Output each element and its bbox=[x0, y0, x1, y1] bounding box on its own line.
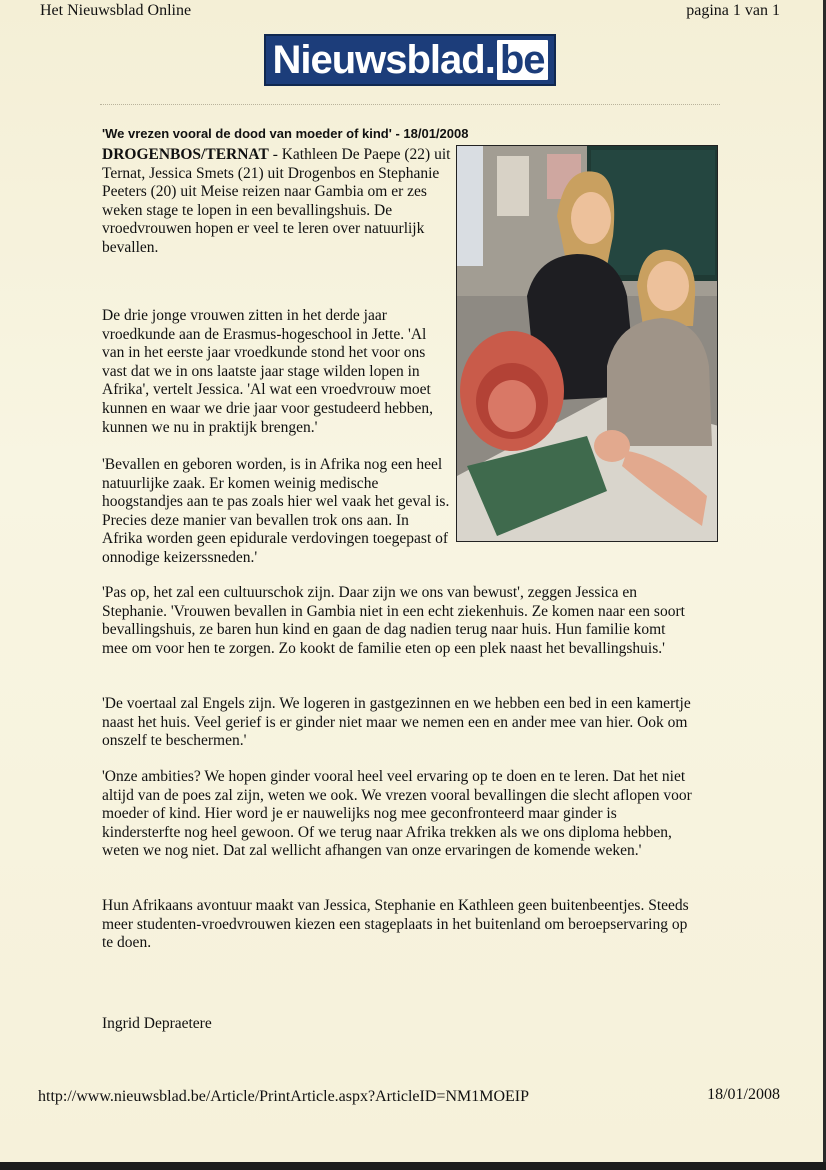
logo-name: Nieuwsblad bbox=[272, 38, 485, 82]
nieuwsblad-logo: Nieuwsblad. be bbox=[264, 34, 556, 86]
scan-edge-bottom bbox=[0, 1162, 826, 1170]
article-paragraph-3: 'Bevallen en geboren worden, is in Afrika nog een heel natuurlijke zaak. Er komen weinig medische hoogstandjes aan te pas zoals hier wel vaak het geval is. Precies deze manier van bevallen trok ons aan. In Afrika worden geen epidurale verdovingen toegepast of onnodige keizerssneden.' bbox=[102, 456, 450, 566]
print-footer-url[interactable]: http://www.nieuwsblad.be/Article/PrintArticle.aspx?ArticleID=NM1MOEIP bbox=[38, 1088, 529, 1105]
article-dateline: DROGENBOS/TERNAT bbox=[102, 146, 269, 163]
header-divider bbox=[100, 104, 720, 105]
article-paragraph-2: De drie jonge vrouwen zitten in het derde jaar vroedkunde aan de Erasmus-hogeschool in Jette. 'Al van in het eerste jaar vroedkunde stond het voor ons vast dat we in ons laatste jaar stage wilden lopen in Afrika', vertelt Jessica. 'Al wat een vroedvrouw moet kunnen en waar we drie jaar voor gestudeerd hebben, kunnen we nu in praktijk brengen.' bbox=[102, 307, 433, 436]
article-paragraph-6: 'Onze ambities? We hopen ginder vooral heel veel ervaring op te doen en te leren. Dat het niet altijd van de poes zal zijn, weten we ook. We vrezen vooral bevallingen die slecht aflopen voor moeder of kind. Hier word je er nauwelijks nog mee geconfronteerd maar ginder is kindersterfte nog heel gewoon. Of we terug naar Afrika trekken als we ons diploma hebben, weten we nog niet. Dat zal wellicht afhangen van onze ervaringen de komende weken.' bbox=[102, 768, 692, 860]
print-footer-date: 18/01/2008 bbox=[707, 1086, 780, 1103]
article-paragraph-4: 'Pas op, het zal een cultuurschok zijn. Daar zijn we ons van bewust', zeggen Jessica en Stephanie. 'Vrouwen bevallen in Gambia niet in een echt ziekenhuis. Ze komen naar een soort bevallingshuis, ze baren hun kind en gaan de dag nadien terug naar huis. Hun familie komt mee om voor hen te zorgen. Zo kookt de familie eten op een plek naast het bevallingshuis.' bbox=[102, 584, 685, 657]
article-author: Ingrid Depraetere bbox=[102, 1015, 212, 1032]
print-header-site: Het Nieuwsblad Online bbox=[40, 2, 192, 19]
article-photo bbox=[456, 145, 718, 542]
logo-tld: be bbox=[497, 40, 548, 80]
article-paragraph-1 bbox=[102, 146, 452, 258]
article-headline: 'We vrezen vooral de dood van moeder of kind' - 18/01/2008 bbox=[102, 126, 469, 141]
article-paragraph-7: Hun Afrikaans avontuur maakt van Jessica, Stephanie en Kathleen geen buitenbeentjes. Steeds meer studenten-vroedvrouwen kiezen een stageplaats in het buitenland om beroepservaring op te doen. bbox=[102, 897, 689, 952]
print-header-page: pagina 1 van 1 bbox=[686, 2, 780, 19]
article-paragraph-5: 'De voertaal zal Engels zijn. We logeren in gastgezinnen en we hebben een bed in een kamertje naast het huis. Veel gerief is er ginder niet maar we nemen een en ander mee van hier. Ook om onszelf te beschermen.' bbox=[102, 695, 691, 750]
paragraph-text: - Kathleen De Paepe (22) uit Ternat, Jessica Smets (21) uit Drogenbos en Stephanie Peeters (20) uit Meise reizen naar Gambia om er zes weken stage te lopen in een bevallingshuis. De vroedvrouwen hopen er veel te leren over natuurlijk bevallen. bbox=[102, 146, 451, 256]
